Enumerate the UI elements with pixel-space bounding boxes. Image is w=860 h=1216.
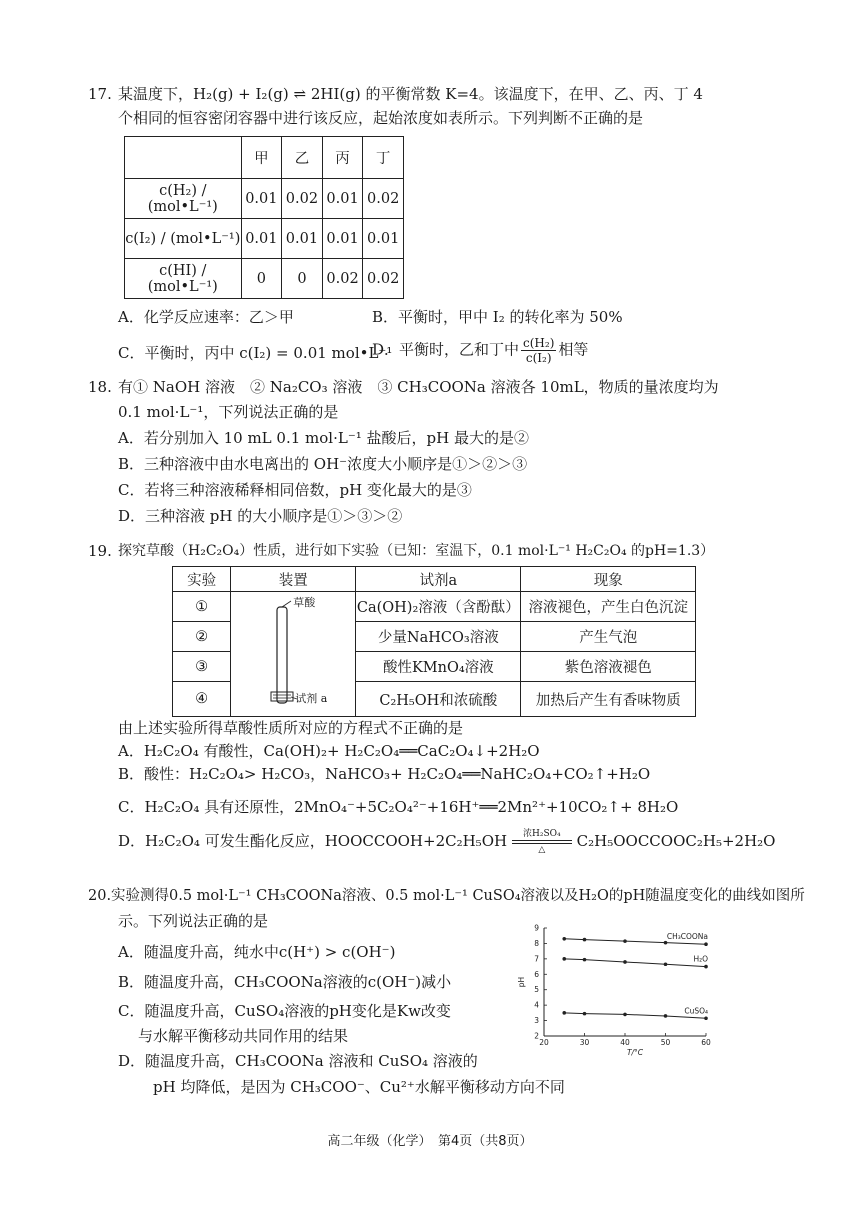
q19-apparatus-cell [231, 592, 356, 717]
q18-stem-line1: 有① NaOH 溶液 ② Na₂CO₃ 溶液 ③ CH₃COONa 溶液各 10mL，物质的量浓度均为 [118, 378, 719, 396]
q17-table-cell: 0.02 [282, 179, 323, 219]
q19-table-header: 试剂a [356, 567, 521, 592]
q20-number: 20. [88, 888, 112, 904]
q19-option-c: C．H₂C₂O₄ 具有还原性，2MnO₄⁻+5C₂O₄²⁻+16H⁺══2Mn²⁺+10CO₂↑+ 8H₂O [118, 798, 679, 816]
q17-stem-line2: 个相同的恒容密闭容器中进行该反应，起始浓度如表所示。下列判断不正确的是 [118, 109, 644, 127]
q20-stem-line1: 实验测得0.5 mol·L⁻¹ CH₃COONa溶液、0.5 mol·L⁻¹ CuSO₄溶液以及H₂O的pH随温度变化的曲线如图所 [111, 888, 805, 904]
q20-option-d-line2: pH 均降低，是因为 CH₃COO⁻、Cu²⁺水解平衡移动方向不同 [153, 1078, 565, 1096]
x-tick-label: 30 [579, 1038, 590, 1047]
q19-table-cell: Ca(OH)₂溶液（含酚酞） [356, 592, 521, 622]
y-tick-label: 4 [534, 1000, 539, 1010]
q20-stem-line2: 示。下列说法正确的是 [118, 912, 269, 930]
q19-option-d-products: C₂H₅OOCCOOC₂H₅+2H₂O [576, 832, 776, 850]
q17-option-d-fraction [521, 336, 556, 365]
x-tick-label: 50 [660, 1038, 671, 1047]
data-point [623, 939, 627, 943]
q19-option-a: A．H₂C₂O₄ 有酸性，Ca(OH)₂+ H₂C₂O₄══CaC₂O₄↓+2H₂O [118, 742, 540, 760]
q19-table-cell: ① [173, 592, 231, 622]
q17-table-cell: 0.01 [241, 179, 282, 219]
apparatus-label-reagent: 试剂 a [295, 692, 328, 705]
x-tick-label: 20 [539, 1038, 549, 1047]
y-tick-label: 2 [534, 1031, 539, 1041]
q19-table-cell: 溶液褪色，产生白色沉淀 [521, 592, 696, 622]
data-point [623, 1013, 627, 1017]
y-tick-label: 3 [534, 1016, 539, 1026]
q17-table-cell: 0.01 [322, 219, 363, 259]
q17-option-d [372, 336, 588, 365]
q19-table-cell: 紫色溶液褪色 [521, 652, 696, 682]
q19-stem: 由上述实验所得草酸性质所对应的方程式不正确的是 [118, 719, 464, 737]
data-point [664, 1014, 668, 1018]
reaction-arrow-line-2 [512, 843, 572, 844]
x-axis-label: T/°C [626, 1048, 644, 1057]
q20-option-b: B．随温度升高，CH₃COONa溶液的c(OH⁻)减小 [118, 973, 452, 991]
q17-option-b: B．平衡时，甲中 I₂ 的转化率为 50% [372, 308, 623, 326]
q17-option-d-suffix: 相等 [558, 340, 589, 359]
q19-table-cell: 产生气泡 [521, 622, 696, 652]
q17-table [124, 136, 404, 299]
q18-option-c: C．若将三种溶液稀释相同倍数，pH 变化最大的是③ [118, 481, 472, 499]
y-tick-label: 5 [534, 985, 539, 995]
q19-option-b: B．酸性：H₂C₂O₄> H₂CO₃，NaHCO₃+ H₂C₂O₄══NaHC₂O₄+CO₂↑+H₂O [118, 765, 651, 783]
q17-table-cell: 0.02 [363, 179, 404, 219]
q20-option-c-line1: C．随温度升高，CuSO₄溶液的pH变化是Kw改变 [118, 1002, 451, 1020]
data-point [583, 958, 587, 962]
q19-option-d [118, 829, 775, 855]
q17-table-cell: c(HI) / (mol•L⁻¹) [125, 259, 242, 299]
q19-table-cell: 加热后产生有香味物质 [521, 682, 696, 717]
reaction-condition-top: 浓H₂SO₄ [523, 829, 561, 839]
q19-table-cell: ④ [173, 682, 231, 717]
q20-option-c-line2: 与水解平衡移动共同作用的结果 [138, 1027, 349, 1045]
q19-intro: 探究草酸（H₂C₂O₄）性质，进行如下实验（已知：室温下，0.1 mol·L⁻¹ H₂C₂O₄ 的pH=1.3） [118, 543, 715, 559]
q17-table-cell: 0.01 [282, 219, 323, 259]
q19-table-header: 装置 [231, 567, 356, 592]
q18-option-b: B．三种溶液中由水电离出的 OH⁻浓度大小顺序是①＞②＞③ [118, 455, 528, 473]
y-tick-label: 8 [534, 938, 539, 948]
data-point [623, 960, 627, 964]
test-tube-apparatus [233, 593, 353, 711]
q19-option-d-text: D．H₂C₂O₄ 可发生酯化反应，HOOCCOOH+2C₂H₅OH [118, 832, 508, 850]
y-axis-label: pH [517, 976, 526, 988]
q17-table-cell: 0.02 [322, 259, 363, 299]
q17-table-header: 乙 [282, 137, 323, 179]
q18-number: 18. [88, 378, 112, 396]
data-point [704, 965, 708, 969]
data-point [704, 1016, 708, 1020]
data-point [583, 938, 587, 942]
q19-table-cell: ② [173, 622, 231, 652]
y-tick-label: 9 [534, 923, 539, 933]
apparatus-label-oxalic-acid: 草酸 [293, 596, 316, 609]
q19-table-cell: 少量NaHCO₃溶液 [356, 622, 521, 652]
q17-table-header [125, 137, 242, 179]
reaction-condition-bottom: △ [538, 845, 546, 855]
data-point [583, 1012, 587, 1016]
q19-table-header: 现象 [521, 567, 696, 592]
fraction-numerator: c(H₂) [523, 336, 555, 350]
q17-table-cell: 0.01 [363, 219, 404, 259]
q17-table-header: 丁 [363, 137, 404, 179]
q19-table-cell: 酸性KMnO₄溶液 [356, 652, 521, 682]
reaction-arrow-line-1 [512, 840, 572, 841]
q17-table-cell: 0 [282, 259, 323, 299]
q17-option-c: C．平衡时，丙中 c(I₂) = 0.01 mol•L⁻¹ [118, 344, 393, 362]
reaction-arrow [512, 829, 572, 855]
page-footer: 高二年级（化学） 第4页（共8页） [327, 1134, 533, 1149]
q17-number: 17. [88, 85, 112, 103]
data-point [664, 941, 668, 945]
q17-table-cell: 0.01 [241, 219, 282, 259]
q17-table-cell: 0 [241, 259, 282, 299]
q17-table-cell: c(I₂) / (mol•L⁻¹) [125, 219, 242, 259]
q20-option-a: A．随温度升高，纯水中c(H⁺) > c(OH⁻) [118, 943, 396, 961]
series-label: CuSO₄ [684, 1006, 708, 1016]
fraction-denominator: c(I₂) [525, 351, 552, 365]
q17-option-d-text: D．平衡时，乙和丁中 [372, 340, 520, 359]
q17-table-header: 丙 [322, 137, 363, 179]
series-label: CH₃COONa [666, 932, 708, 942]
q19-table-cell: ③ [173, 652, 231, 682]
q18-stem-line2: 0.1 mol·L⁻¹，下列说法正确的是 [118, 403, 339, 421]
y-tick-label: 7 [534, 954, 539, 964]
q19-table [172, 566, 696, 717]
q20-option-d-line1: D．随温度升高，CH₃COONa 溶液和 CuSO₄ 溶液的 [118, 1052, 478, 1070]
data-point [562, 937, 566, 941]
data-point [562, 957, 566, 961]
x-tick-label: 40 [620, 1038, 630, 1047]
data-point [664, 962, 668, 966]
q17-table-header: 甲 [241, 137, 282, 179]
x-tick-label: 60 [701, 1038, 711, 1047]
data-point [704, 942, 708, 946]
q19-table-cell: C₂H₅OH和浓硫酸 [356, 682, 521, 717]
q19-table-header: 实验 [173, 567, 231, 592]
ph-temperature-chart [510, 918, 720, 1058]
q17-table-cell: 0.02 [363, 259, 404, 299]
series-label: H₂O [693, 954, 708, 964]
q18-option-a: A．若分别加入 10 mL 0.1 mol·L⁻¹ 盐酸后，pH 最大的是② [118, 429, 529, 447]
q19-number: 19. [88, 542, 112, 560]
q18-option-d: D．三种溶液 pH 的大小顺序是①＞③＞② [118, 507, 403, 525]
q17-stem-line1: 某温度下，H₂(g) + I₂(g) ⇌ 2HI(g) 的平衡常数 K=4。该温度下，在甲、乙、丙、丁 4 [118, 85, 703, 103]
q17-table-cell: 0.01 [322, 179, 363, 219]
data-point [562, 1011, 566, 1015]
q17-option-a: A．化学反应速率：乙＞甲 [118, 308, 294, 326]
q17-table-cell: c(H₂) / (mol•L⁻¹) [125, 179, 242, 219]
y-tick-label: 6 [534, 969, 539, 979]
